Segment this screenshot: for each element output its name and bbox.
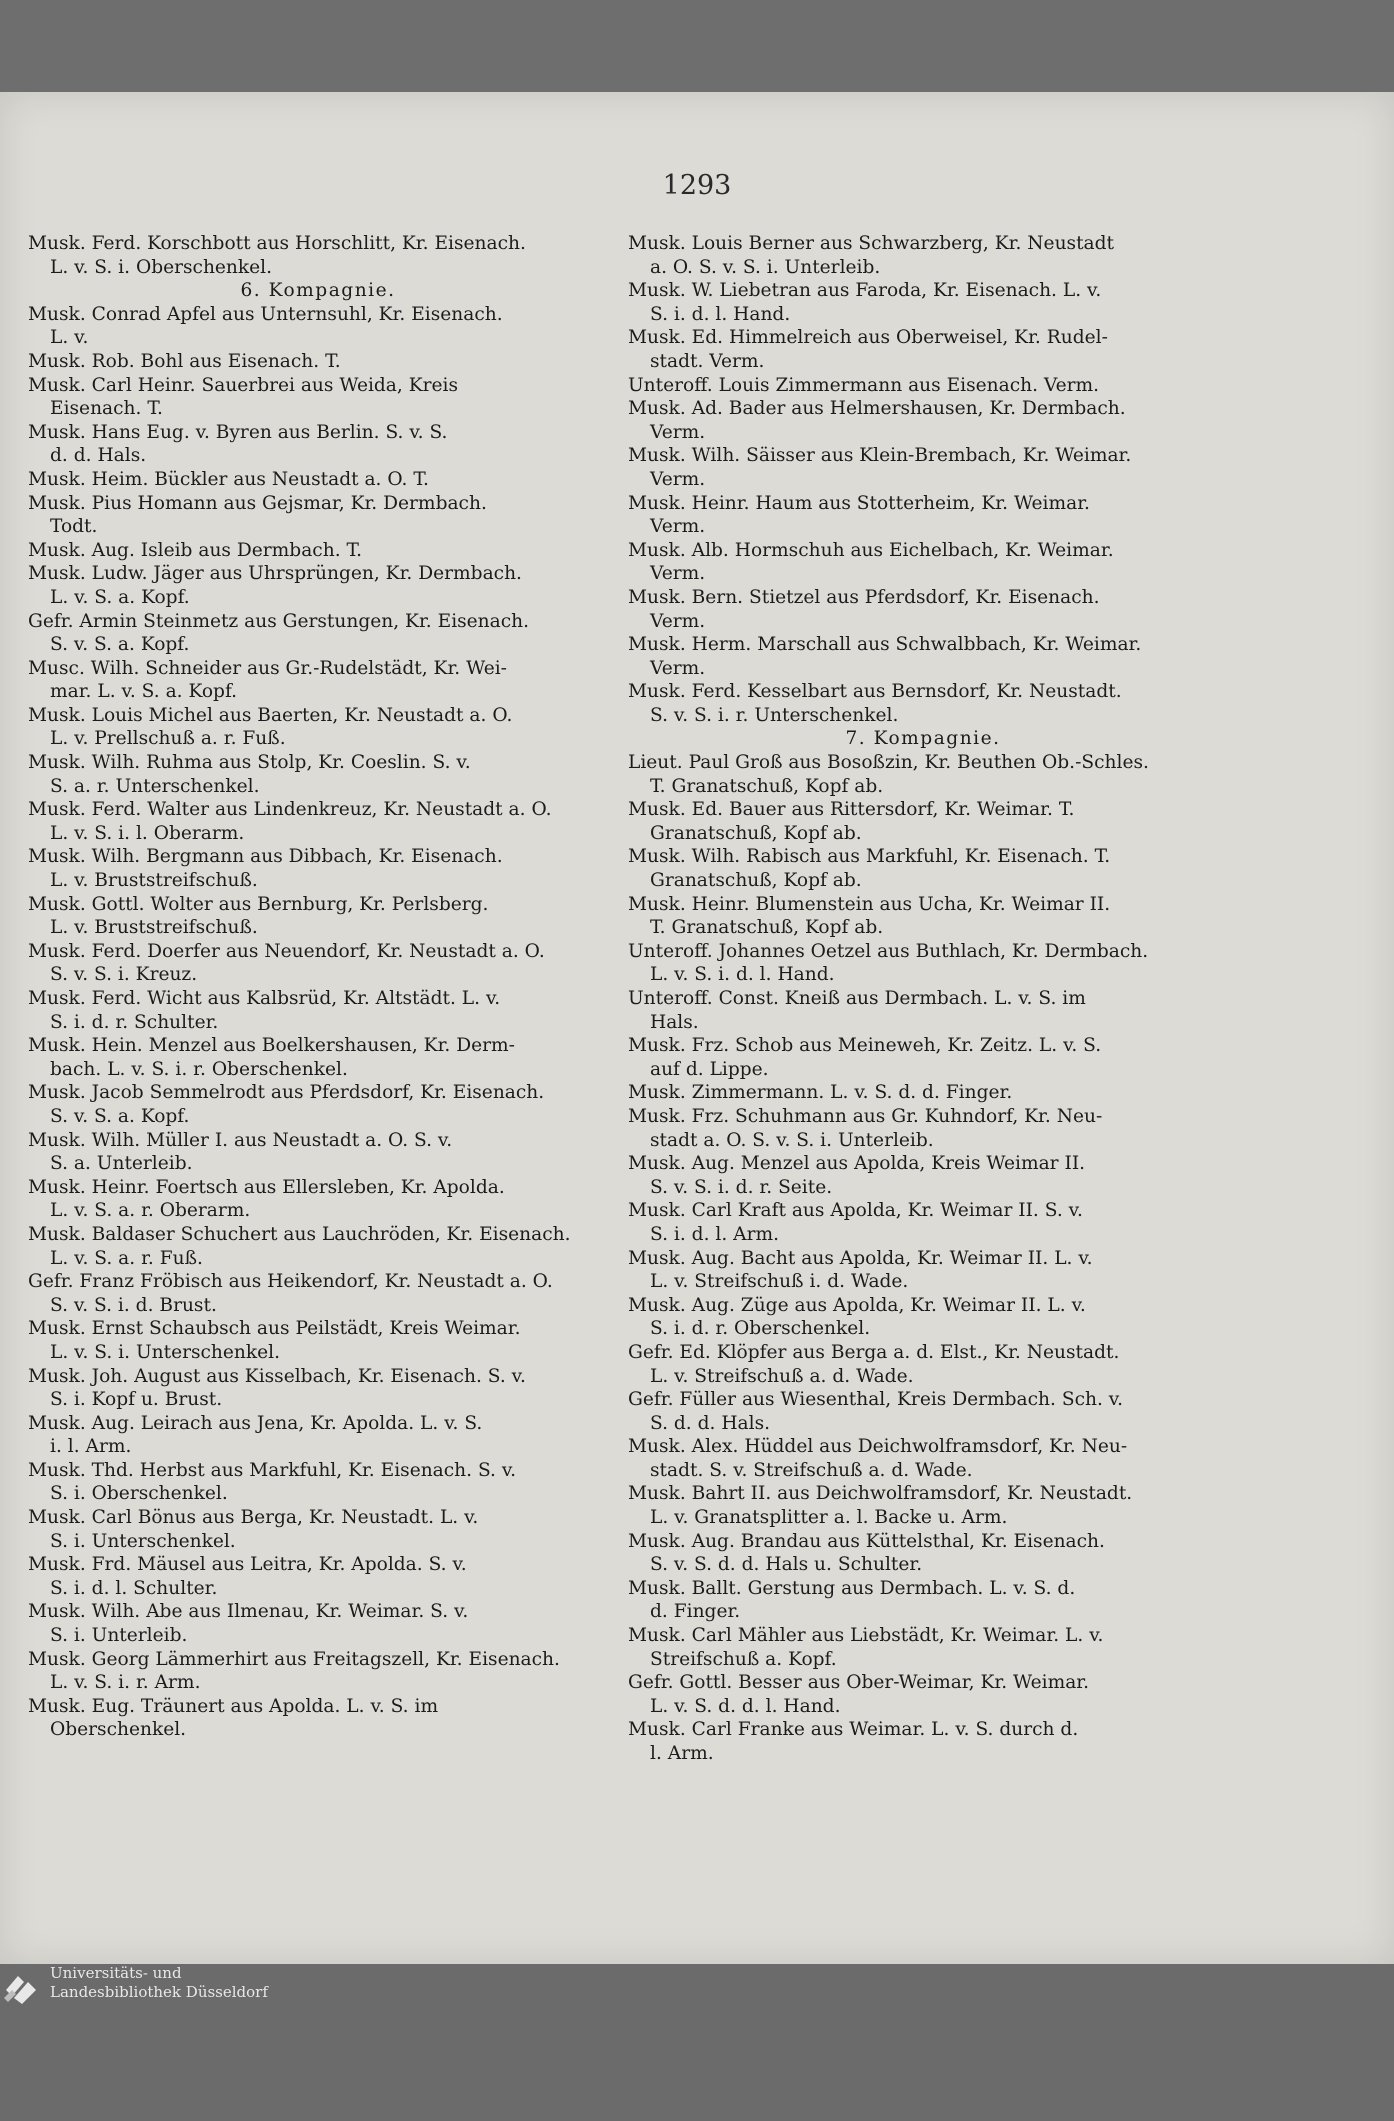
entry-line-2: L. v. S. i. Unterschenkel. (50, 1341, 280, 1363)
entry-line-1: Musk. Eug. Träunert aus Apolda. L. v. S. im (28, 1695, 439, 1717)
entry-line-1: Gefr. Ed. Klöpfer aus Berga a. d. Elst., Kr. Neustadt. (628, 1341, 1120, 1363)
casualty-entry (28, 232, 608, 279)
casualty-entry (628, 751, 1218, 798)
casualty-entry (28, 1270, 608, 1317)
casualty-entry (28, 539, 608, 563)
casualty-entry (628, 798, 1218, 845)
entry-line-1: Musk. Wilh. Müller I. aus Neustadt a. O. S. v. (28, 1129, 453, 1151)
casualty-entry (628, 1671, 1218, 1718)
entry-line-2: S. d. d. Hals. (650, 1412, 771, 1434)
entry-line-1: Musk. Thd. Herbst aus Markfuhl, Kr. Eisenach. S. v. (28, 1459, 517, 1481)
entry-line-2: Verm. (650, 610, 706, 632)
entry-line-2: S. i. d. l. Hand. (650, 303, 791, 325)
casualty-entry (28, 1412, 608, 1459)
casualty-entry (628, 680, 1218, 727)
entry-line-2: L. v. S. d. d. l. Hand. (650, 1695, 841, 1717)
entry-line-1: Musk. Alb. Hormschuh aus Eichelbach, Kr. Weimar. (628, 539, 1114, 561)
entry-line-2: Granatschuß, Kopf ab. (650, 870, 862, 892)
entry-line-1: Musk. Carl Mähler aus Liebstädt, Kr. Weimar. L. v. (628, 1625, 1104, 1647)
entry-line-2: L. v. Bruststreifschuß. (50, 870, 258, 892)
left-column (28, 232, 608, 1742)
casualty-entry (628, 1624, 1218, 1671)
casualty-entry (28, 562, 608, 609)
entry-line-2: L. v. S. i. Oberschenkel. (50, 256, 273, 278)
entry-line-2: a. O. S. v. S. i. Unterleib. (650, 256, 881, 278)
entry-line-1: Musk. Ferd. Korschbott aus Horschlitt, Kr. Eisenach. (28, 233, 526, 254)
casualty-entry (28, 1553, 608, 1600)
entry-line-1: Musk. Joh. August aus Kisselbach, Kr. Eisenach. S. v. (28, 1365, 526, 1387)
entry-line-1: Musk. Frz. Schob aus Meineweh, Kr. Zeitz. L. v. S. (628, 1035, 1102, 1057)
entry-line-1: Musk. Carl Kraft aus Apolda, Kr. Weimar II. S. v. (628, 1200, 1083, 1222)
casualty-entry (28, 893, 608, 940)
casualty-entry (628, 1482, 1218, 1529)
casualty-entry (28, 374, 608, 421)
entry-line-2: S. a. Unterleib. (50, 1153, 193, 1175)
entry-line-1: Unteroff. Const. Kneiß aus Dermbach. L. v. S. im (628, 988, 1086, 1009)
entry-line-1: Musk. Georg Lämmerhirt aus Freitagszell, Kr. Eisenach. (28, 1648, 560, 1670)
casualty-entry (628, 539, 1218, 586)
casualty-entry (28, 798, 608, 845)
entry-line-1: Musk. Wilh. Rabisch aus Markfuhl, Kr. Eisenach. T. (628, 846, 1111, 868)
entry-line-1: Musk. Gottl. Wolter aus Bernburg, Kr. Perlsberg. (28, 893, 489, 915)
entry-line-1: Musk. Ernst Schaubsch aus Peilstädt, Kreis Weimar. (28, 1318, 521, 1340)
entry-line-1: Musk. Heim. Bückler aus Neustadt a. O. T. (28, 468, 429, 490)
casualty-entry (28, 845, 608, 892)
casualty-entry (28, 1176, 608, 1223)
entry-line-1: Musk. Rob. Bohl aus Eisenach. T. (28, 350, 341, 372)
entry-line-2: stadt. Verm. (650, 350, 765, 372)
entry-line-1: Musk. W. Liebetran aus Faroda, Kr. Eisenach. L. v. (628, 280, 1102, 302)
casualty-entry (628, 374, 1218, 398)
entry-line-2: i. l. Arm. (50, 1436, 132, 1458)
entry-line-2: Eisenach. T. (50, 398, 163, 420)
casualty-entry (628, 444, 1218, 491)
entry-line-1: Musk. Aug. Menzel aus Apolda, Kreis Weimar II. (628, 1153, 1086, 1175)
casualty-entry (628, 1530, 1218, 1577)
entry-line-1: Musk. Carl Bönus aus Berga, Kr. Neustadt. L. v. (28, 1507, 479, 1529)
entry-line-2: auf d. Lippe. (650, 1058, 769, 1080)
entry-line-1: Gefr. Armin Steinmetz aus Gerstungen, Kr. Eisenach. (28, 610, 530, 632)
casualty-entry (28, 303, 608, 350)
entry-line-2: Verm. (650, 516, 706, 538)
library-logo (0, 1962, 300, 2022)
entry-line-2: T. Granatschuß, Kopf ab. (650, 775, 884, 797)
library-name-line1: Universitäts- und (50, 1964, 182, 1982)
entry-line-1: Unteroff. Johannes Oetzel aus Buthlach, Kr. Dermbach. (628, 940, 1149, 962)
entry-line-2: Todt. (50, 516, 98, 538)
entry-line-1: Musk. Wilh. Abe aus Ilmenau, Kr. Weimar. S. v. (28, 1601, 469, 1623)
entry-line-2: S. v. S. i. r. Unterschenkel. (650, 704, 899, 726)
casualty-entry (28, 1600, 608, 1647)
entry-line-2: d. Finger. (650, 1601, 741, 1623)
entry-line-1: Musk. Frz. Schuhmann aus Gr. Kuhndorf, Kr. Neu- (628, 1105, 1103, 1127)
entry-line-1: Gefr. Franz Fröbisch aus Heikendorf, Kr. Neustadt a. O. (28, 1271, 553, 1293)
entry-line-2: l. Arm. (650, 1743, 714, 1764)
entry-line-2: L. v. S. i. r. Arm. (50, 1672, 201, 1694)
entry-line-1: Musk. Hein. Menzel aus Boelkershausen, Kr. Derm- (28, 1035, 515, 1057)
entry-line-2: S. i. Oberschenkel. (50, 1483, 228, 1505)
entry-line-2: Hals. (650, 1011, 699, 1033)
entry-line-1: Musk. Jacob Semmelrodt aus Pferdsdorf, Kr. Eisenach. (28, 1082, 545, 1104)
entry-line-2: S. i. d. r. Oberschenkel. (650, 1318, 871, 1340)
right-column (628, 232, 1218, 1766)
entry-line-1: Musk. Louis Berner aus Schwarzberg, Kr. Neustadt (628, 233, 1115, 254)
casualty-entry (628, 987, 1218, 1034)
entry-line-1: Musk. Wilh. Bergmann aus Dibbach, Kr. Eisenach. (28, 846, 503, 868)
casualty-entry (628, 1247, 1218, 1294)
casualty-entry (628, 279, 1218, 326)
entry-line-2: L. v. S. a. r. Fuß. (50, 1247, 203, 1269)
entry-line-2: S. v. S. i. Kreuz. (50, 964, 198, 986)
entry-line-1: Musk. Aug. Leirach aus Jena, Kr. Apolda. L. v. S. (28, 1412, 483, 1434)
casualty-entry (28, 1034, 608, 1081)
casualty-entry (628, 1435, 1218, 1482)
entry-line-1: Musk. Aug. Züge aus Apolda, Kr. Weimar II. L. v. (628, 1294, 1086, 1316)
entry-line-2: L. v. (50, 327, 89, 349)
entry-line-1: Musk. Pius Homann aus Gejsmar, Kr. Dermbach. (28, 492, 487, 514)
entry-line-2: S. i. Unterschenkel. (50, 1530, 236, 1552)
entry-line-2: stadt. S. v. Streifschuß a. d. Wade. (650, 1459, 973, 1481)
casualty-entry (28, 987, 608, 1034)
casualty-entry (28, 421, 608, 468)
entry-line-2: Verm. (650, 421, 706, 443)
entry-line-1: Musk. Ad. Bader aus Helmershausen, Kr. Dermbach. (628, 398, 1126, 420)
entry-line-2: Granatschuß, Kopf ab. (650, 822, 862, 844)
entry-line-2: S. v. S. a. Kopf. (50, 1105, 190, 1127)
casualty-entry (28, 350, 608, 374)
casualty-entry (28, 657, 608, 704)
entry-line-2: mar. L. v. S. a. Kopf. (50, 681, 238, 703)
entry-line-1: Musk. Baldaser Schuchert aus Lauchröden, Kr. Eisenach. (28, 1223, 571, 1245)
casualty-entry (628, 1718, 1218, 1765)
casualty-entry (628, 1577, 1218, 1624)
casualty-entry (28, 1506, 608, 1553)
casualty-entry (28, 1223, 608, 1270)
entry-line-2: S. i. d. r. Schulter. (50, 1011, 219, 1033)
entry-line-1: Musk. Wilh. Ruhma aus Stolp, Kr. Coeslin. S. v. (28, 752, 471, 774)
entry-line-2: S. a. r. Unterschenkel. (50, 775, 260, 797)
entry-line-1: Musk. Bern. Stietzel aus Pferdsdorf, Kr. Eisenach. (628, 586, 1100, 608)
casualty-entry (28, 492, 608, 539)
casualty-entry (628, 1199, 1218, 1246)
entry-line-2: T. Granatschuß, Kopf ab. (650, 917, 884, 939)
scan-border-top (0, 0, 1394, 92)
entry-line-2: bach. L. v. S. i. r. Oberschenkel. (50, 1058, 348, 1080)
casualty-entry (28, 1081, 608, 1128)
entry-line-2: S. i. d. l. Schulter. (50, 1577, 218, 1599)
entry-line-1: Musk. Ferd. Walter aus Lindenkreuz, Kr. Neustadt a. O. (28, 799, 552, 821)
entry-line-2: L. v. S. i. l. Oberarm. (50, 822, 245, 844)
entry-line-2: L. v. Granatsplitter a. l. Backe u. Arm. (650, 1507, 1008, 1529)
casualty-entry (628, 940, 1218, 987)
ulb-logo-icon (2, 1968, 42, 2008)
casualty-entry (628, 586, 1218, 633)
entry-line-1: Lieut. Paul Groß aus Bosoßzin, Kr. Beuthen Ob.-Schles. (628, 752, 1149, 774)
entry-line-2: L. v. S. i. d. l. Hand. (650, 964, 835, 986)
entry-line-2: L. v. Bruststreifschuß. (50, 917, 258, 939)
entry-line-1: Musk. Bahrt II. aus Deichwolframsdorf, Kr. Neustadt. (628, 1483, 1133, 1505)
entry-line-1: Musk. Aug. Isleib aus Dermbach. T. (28, 539, 363, 561)
entry-line-1: Musk. Herm. Marschall aus Schwalbbach, Kr. Weimar. (628, 634, 1142, 656)
entry-line-2: Oberschenkel. (50, 1719, 187, 1741)
section-heading: 7. Kompagnie. (845, 728, 1001, 750)
page-number: 1293 (662, 170, 732, 201)
entry-line-1: Musk. Carl Franke aus Weimar. L. v. S. durch d. (628, 1719, 1079, 1741)
entry-line-1: Musk. Heinr. Haum aus Stotterheim, Kr. Weimar. (628, 492, 1090, 514)
casualty-entry (28, 1695, 608, 1742)
entry-line-1: Musk. Ballt. Gerstung aus Dermbach. L. v. S. d. (628, 1577, 1076, 1599)
casualty-entry (628, 633, 1218, 680)
entry-line-1: Musk. Ferd. Doerfer aus Neuendorf, Kr. Neustadt a. O. (28, 940, 545, 962)
entry-line-1: Musk. Ludw. Jäger aus Uhrsprüngen, Kr. Dermbach. (28, 563, 522, 585)
entry-line-1: Musk. Heinr. Foertsch aus Ellersleben, Kr. Apolda. (28, 1176, 505, 1198)
entry-line-2: d. d. Hals. (50, 445, 147, 467)
entry-line-2: Streifschuß a. Kopf. (650, 1648, 837, 1670)
entry-line-1: Musk. Ed. Himmelreich aus Oberweisel, Kr. Rudel- (628, 327, 1108, 349)
casualty-entry (28, 1648, 608, 1695)
casualty-entry (28, 610, 608, 657)
entry-line-2: L. v. Streifschuß i. d. Wade. (650, 1271, 909, 1293)
casualty-entry (28, 1129, 608, 1176)
entry-line-2: S. i. Unterleib. (50, 1625, 188, 1647)
casualty-entry (28, 1365, 608, 1412)
entry-line-2: Verm. (650, 563, 706, 585)
casualty-entry (28, 940, 608, 987)
entry-line-2: S. i. Kopf u. Brust. (50, 1389, 223, 1411)
entry-line-2: Verm. (650, 657, 706, 679)
entry-line-2: L. v. S. a. r. Oberarm. (50, 1200, 251, 1222)
casualty-entry (628, 1341, 1218, 1388)
entry-line-2: S. v. S. i. d. Brust. (50, 1294, 217, 1316)
entry-line-2: S. v. S. d. d. Hals u. Schulter. (650, 1554, 923, 1576)
entry-line-2: stadt a. O. S. v. S. i. Unterleib. (650, 1129, 934, 1151)
casualty-entry (628, 492, 1218, 539)
entry-line-1: Musk. Zimmermann. L. v. S. d. d. Finger. (628, 1082, 1013, 1104)
entry-line-2: L. v. S. a. Kopf. (50, 586, 190, 608)
entry-line-1: Gefr. Füller aus Wiesenthal, Kreis Dermbach. Sch. v. (628, 1389, 1124, 1411)
entry-line-1: Musk. Heinr. Blumenstein aus Ucha, Kr. Weimar II. (628, 893, 1111, 915)
entry-line-1: Musk. Conrad Apfel aus Unternsuhl, Kr. Eisenach. (28, 303, 503, 325)
casualty-entry (628, 1388, 1218, 1435)
entry-line-2: L. v. Streifschuß a. d. Wade. (650, 1365, 914, 1387)
casualty-entry (628, 232, 1218, 279)
casualty-entry (628, 397, 1218, 444)
entry-line-1: Musk. Ferd. Kesselbart aus Bernsdorf, Kr. Neustadt. (628, 681, 1122, 703)
entry-line-1: Musc. Wilh. Schneider aus Gr.-Rudelstädt, Kr. Wei- (28, 657, 507, 679)
casualty-entry (28, 751, 608, 798)
casualty-entry (628, 1081, 1218, 1105)
entry-line-1: Musk. Alex. Hüddel aus Deichwolframsdorf, Kr. Neu- (628, 1436, 1128, 1458)
casualty-entry (628, 845, 1218, 892)
entry-line-1: Musk. Louis Michel aus Baerten, Kr. Neustadt a. O. (28, 704, 513, 726)
library-name-line2: Landesbibliothek Düsseldorf (50, 1983, 268, 2001)
casualty-entry (628, 893, 1218, 940)
casualty-entry (628, 326, 1218, 373)
entry-line-1: Gefr. Gottl. Besser aus Ober-Weimar, Kr. Weimar. (628, 1672, 1090, 1694)
casualty-entry (628, 1105, 1218, 1152)
entry-line-2: Verm. (650, 468, 706, 490)
casualty-entry (628, 1034, 1218, 1081)
entry-line-1: Musk. Ferd. Wicht aus Kalbsrüd, Kr. Altstädt. L. v. (28, 988, 501, 1009)
entry-line-1: Unteroff. Louis Zimmermann aus Eisenach. Verm. (628, 374, 1100, 396)
entry-line-2: S. i. d. l. Arm. (650, 1223, 780, 1245)
casualty-entry (628, 1294, 1218, 1341)
entry-line-2: L. v. Prellschuß a. r. Fuß. (50, 728, 286, 750)
entry-line-1: Musk. Hans Eug. v. Byren aus Berlin. S. v. S. (28, 421, 448, 443)
entry-line-1: Musk. Frd. Mäusel aus Leitra, Kr. Apolda. S. v. (28, 1554, 467, 1576)
section-heading: 6. Kompagnie. (240, 280, 396, 302)
entry-line-1: Musk. Aug. Brandau aus Küttelsthal, Kr. Eisenach. (628, 1530, 1105, 1552)
casualty-entry (628, 1152, 1218, 1199)
entry-line-1: Musk. Aug. Bacht aus Apolda, Kr. Weimar II. L. v. (628, 1247, 1093, 1269)
casualty-entry (28, 468, 608, 492)
casualty-entry (28, 704, 608, 751)
entry-line-1: Musk. Carl Heinr. Sauerbrei aus Weida, Kreis (28, 374, 458, 396)
entry-line-1: Musk. Ed. Bauer aus Rittersdorf, Kr. Weimar. T. (628, 799, 1075, 821)
entry-line-1: Musk. Wilh. Säisser aus Klein-Brembach, Kr. Weimar. (628, 445, 1132, 467)
casualty-entry (28, 1459, 608, 1506)
entry-line-2: S. v. S. a. Kopf. (50, 634, 190, 656)
entry-line-2: S. v. S. i. d. r. Seite. (650, 1176, 833, 1198)
casualty-entry (28, 1317, 608, 1364)
